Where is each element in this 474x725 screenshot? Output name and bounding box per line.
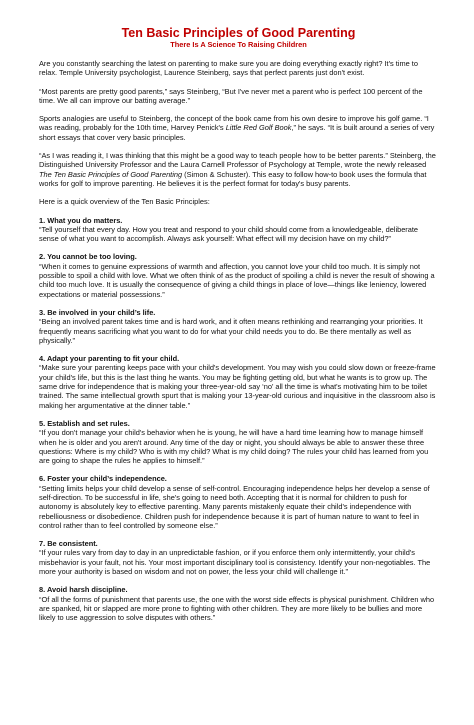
- principle-1-heading: 1. What you do matters.: [39, 215, 123, 225]
- principle-2-heading: 2. You cannot be too loving.: [39, 252, 137, 262]
- intro-paragraph-5: Here is a quick overview of the Ten Basic Principles:: [39, 197, 210, 207]
- principle-5-heading: 5. Establish and set rules.: [39, 418, 130, 428]
- principle-5-body: “If you don't manage your child's behavior when he is young, he will have a hard time learning how to manage himself when he is older and you aren't around. Any time of the day or night, you should always be able to answer these three questions: Where is my child? Who is with my child? What is my child doing? The rules your child has learned from you are going to shape the rules he applies to himself.”: [39, 428, 429, 466]
- principle-7: [39, 539, 438, 576]
- principle-8-body: “Of all the forms of punishment that parents use, the one with the worst side effects is physical punishment. Children who are spanked, hit or slapped are more prone to fighting with other children. They are more likely to be bullies and more likely to use aggression to solve disputes with others.”: [39, 594, 435, 623]
- principle-6-body: “Setting limits helps your child develop a sense of self-control. Encouraging independence helps her develop a sense of self-direction. To be successful in life, she's going to need both. Accepting that it is normal for children to push for autonomy is absolutely key to effective parenting. Many parents mistakenly equate their child's independence with rebelliousness or disobedience. Children push for independence because it is part of human nature to want to feel in control rather than to feel controlled by someone else.”: [39, 483, 430, 530]
- page-title: Ten Basic Principles of Good Parenting: [121, 26, 356, 40]
- principle-7-body: “If your rules vary from day to day in an unpredictable fashion, or if you enforce them only intermittently, your child's misbehavior is your fault, not his. Your most important disciplinary tool is consistency. Identify your non-negotiables. The more your authority is based on wisdom and not on power, the less your child will challenge it.”: [39, 548, 431, 577]
- principle-1: [39, 216, 438, 244]
- principle-2-body: “When it comes to genuine expressions of warmth and affection, you cannot love your child too much. It is simply not possible to spoil a child with love. What we often think of as the product of spoiling a child is never the result of showing a child too much love. It is usually the consequence of giving a child things in place of love—things like leniency, lowered expectations or material possessions.”: [39, 261, 435, 299]
- page-subtitle: There Is A Science To Raising Children: [170, 40, 307, 49]
- intro-paragraph-4-text-b: (Simon & Schuster). This easy to follow how-to book uses the formula that works for golf to improve parenting. He believes it is the perfect format for today's busy parents.: [39, 169, 427, 188]
- principle-8: [39, 585, 438, 622]
- principle-4-body: “Make sure your parenting keeps pace with your child's development. You may wish you could slow down or freeze-frame your child's life, but this is the last thing he wants. You may be fighting getting old, but what he wants is to grow up. The same drive for independence that is making your three-year-old say ‘no’ all the time is what's motivating him to be toilet trained. The same intellectual growth spurt that is making your 13-year-old curious and inquisitive in the classroom also is making her argumentative at the dinner table.”: [39, 363, 436, 410]
- intro-paragraph-2: “Most parents are pretty good parents,” says Steinberg, “But I've never met a parent who is perfect 100 percent of the time. We all can improve our batting average.”: [39, 86, 423, 105]
- intro-paragraph-4-text-a: “As I was reading it, I was thinking that this might be a good way to teach people how to be better parents.” Steinberg, the Distinguished University Professor and the Laura Carnell Professor of Psychology at Temple, wrote the newly released: [39, 151, 436, 170]
- principle-3-heading: 3. Be involved in your child’s life.: [39, 307, 156, 317]
- document-page: [39, 26, 438, 632]
- intro-paragraph-3-text-b: ,” he says. “It is built around a series of very short essays that cover very basic principles.: [39, 123, 435, 142]
- principle-8-heading: 8. Avoid harsh discipline.: [39, 585, 128, 595]
- intro-paragraph-1: Are you constantly searching the latest on parenting to make sure you are doing everything exactly right? It's time to relax. Temple University psychologist, Laurence Steinberg, says that perfect parents just don't exist.: [39, 59, 418, 78]
- principle-6: [39, 474, 438, 530]
- principle-4: [39, 354, 438, 410]
- principle-7-heading: 7. Be consistent.: [39, 539, 98, 549]
- principle-1-body: “Tell yourself that every day. How you treat and respond to your child should come from a knowledgeable, deliberate sense of what you want to accomplish. Always ask yourself: What effect will my decision have on my child?”: [39, 224, 419, 244]
- book-title-parenting: The Ten Basic Principles of Good Parenting: [39, 169, 183, 179]
- intro-paragraph-3-text-a: Sports analogies are useful to Steinberg, the concept of the book came from his own desire to improve his golf game. “I was reading, probably for the 10th time, Harvey Penick's: [39, 114, 429, 133]
- intro-paragraph-3: [39, 114, 438, 142]
- principle-4-heading: 4. Adapt your parenting to fit your child.: [39, 354, 180, 364]
- principle-3-body: “Being an involved parent takes time and is hard work, and it often means rethinking and rearranging your priorities. It frequently means sacrificing what you want to do for what your child needs you to do. Be there mentally as well as physically.”: [39, 317, 423, 345]
- principle-5: [39, 419, 438, 465]
- principle-6-heading: 6. Foster your child’s independence.: [39, 474, 167, 484]
- principle-2: [39, 252, 438, 298]
- book-title-golf: Little Red Golf Book: [225, 123, 292, 133]
- intro-paragraph-4: [39, 151, 438, 188]
- principle-3: [39, 308, 438, 345]
